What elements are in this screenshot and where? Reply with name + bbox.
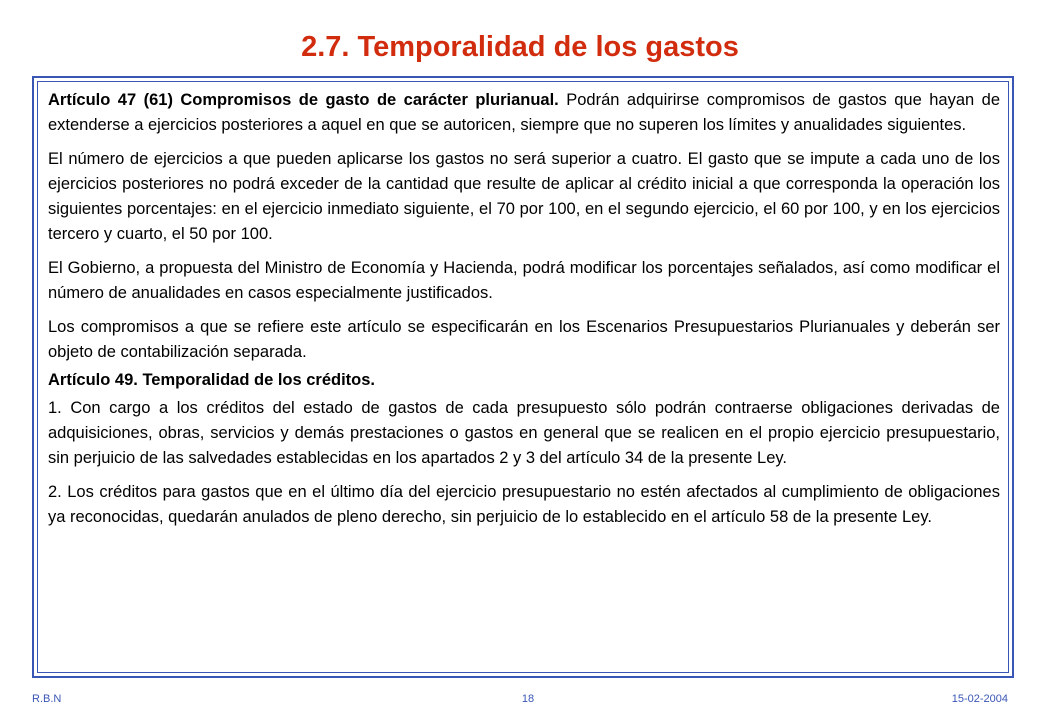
art49-paragraph-1: 1. Con cargo a los créditos del estado de gastos de cada presupuesto sólo podrán contraerse obligaciones derivadas de adquisiciones, obras, servicios y demás prestaciones o gastos en general que se realicen en el propio ejercicio presupuestario, sin perjuicio de las salvedades establecidas en los apartados 2 y 3 del artículo 34 de la presente Ley.: [48, 399, 1000, 467]
footer-page-number: 18: [521, 693, 535, 705]
slide-body: [48, 88, 1000, 539]
art49-paragraph-2: 2. Los créditos para gastos que en el último día del ejercicio presupuestario no estén afectados al cumplimiento de obligaciones ya reconocidas, quedarán anulados de pleno derecho, sin perjuicio de lo establecido en el artículo 58 de la presente Ley.: [48, 483, 1000, 526]
slide-title: 2.7. Temporalidad de los gastos: [301, 31, 739, 63]
art47-heading: Artículo 47 (61) Compromisos de gasto de carácter plurianual.: [48, 91, 559, 109]
art49-heading: Artículo 49. Temporalidad de los créditos.: [48, 371, 376, 389]
art47-paragraph-2: El número de ejercicios a que pueden aplicarse los gastos no será superior a cuatro. El gasto que se impute a cada uno de los ejercicios posteriores no podrá exceder de la cantidad que resulte de aplicar al crédito inicial a que corresponda la operación los siguientes porcentajes: en el ejercicio inmediato siguiente, el 70 por 100, en el segundo ejercicio, el 60 por 100, y en los ejercicios tercero y cuarto, el 50 por 100.: [48, 150, 1000, 243]
art47-paragraph-4: Los compromisos a que se refiere este artículo se especificarán en los Escenarios Presupuestarios Plurianuales y deberán ser objeto de contabilización separada.: [48, 318, 1000, 361]
art47-paragraph-1: [48, 88, 1000, 138]
art47-paragraph-3: El Gobierno, a propuesta del Ministro de Economía y Hacienda, podrá modificar los porcentajes señalados, así como modificar el número de anualidades en casos especialmente justificados.: [48, 259, 1000, 302]
art47-intro: Podrán adquirirse compromisos de gastos que hayan de extenderse a ejercicios posteriores a aquel en que se autoricen, siempre que no superen los límites y anualidades siguientes.: [48, 91, 1000, 134]
footer-author: R.B.N: [32, 693, 62, 705]
footer-date: 15-02-2004: [951, 693, 1008, 705]
